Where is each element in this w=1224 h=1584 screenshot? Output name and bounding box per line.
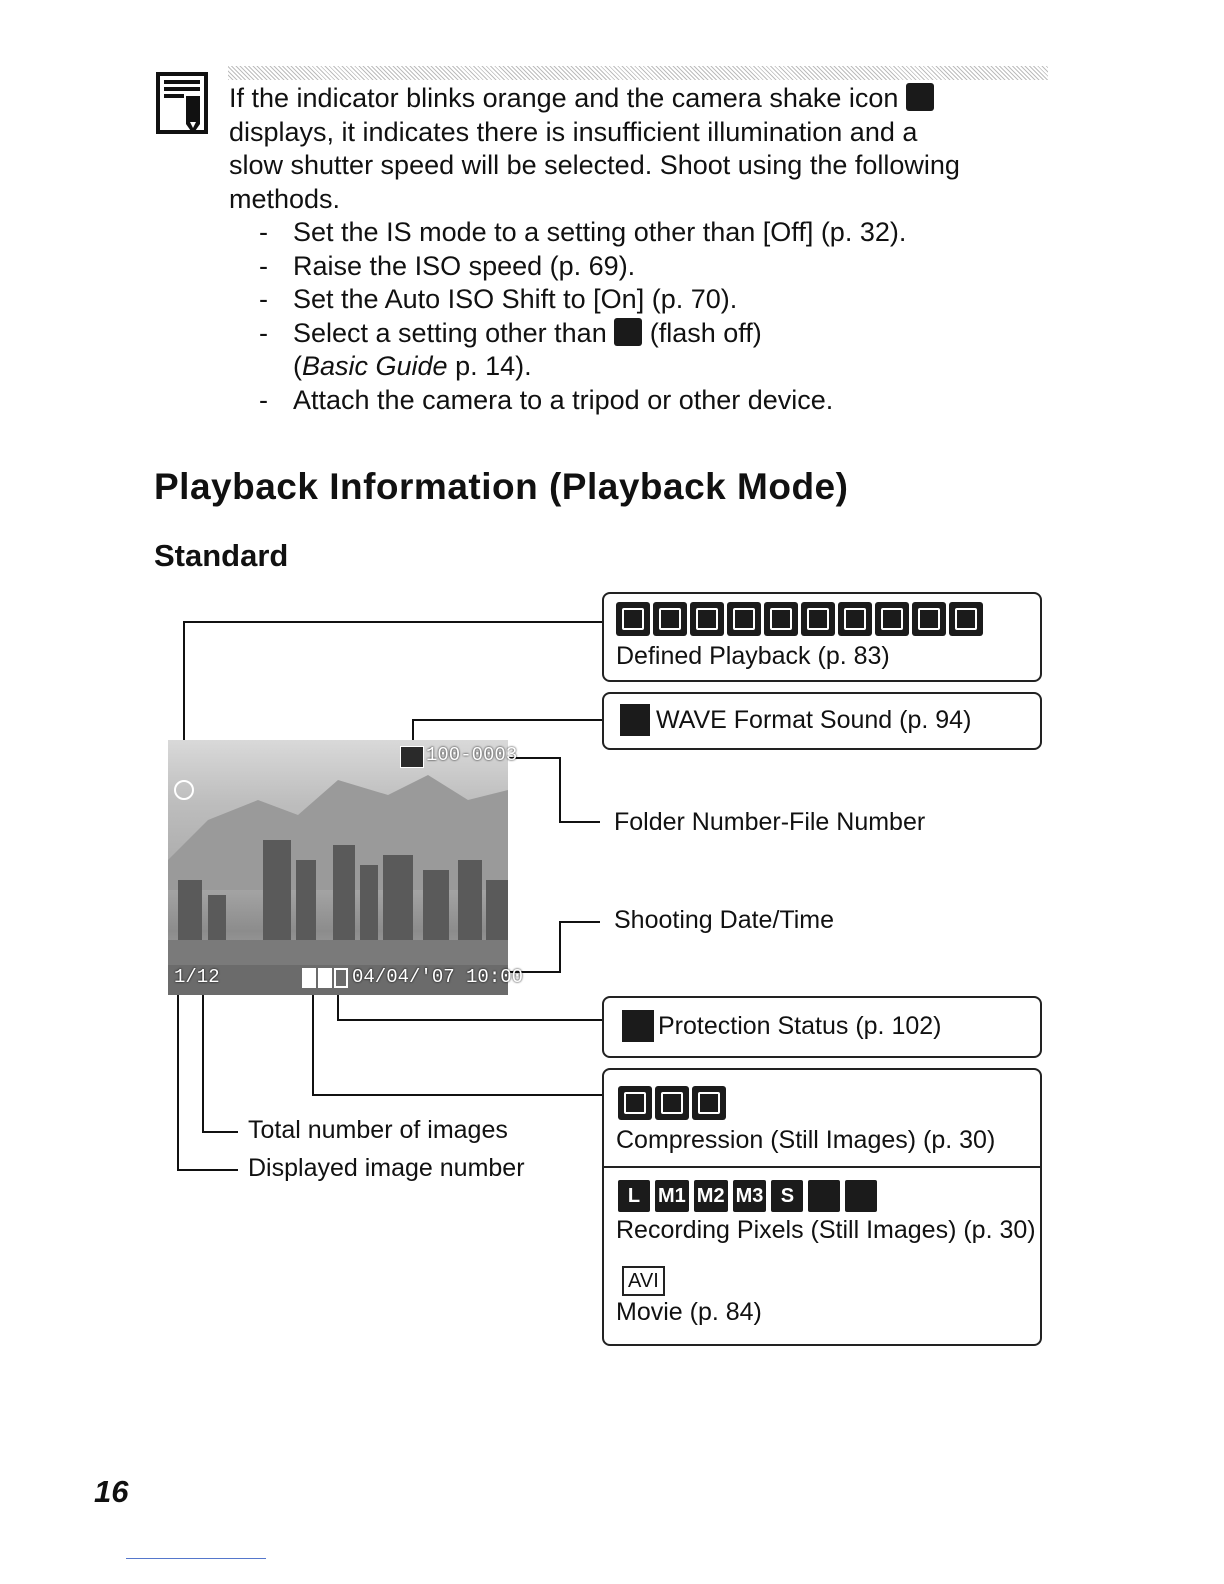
category-icon	[801, 602, 835, 636]
defined-playback-icon	[174, 780, 194, 800]
category-icon	[653, 602, 687, 636]
compression-icons	[618, 1086, 729, 1120]
note-line: If the indicator blinks orange and the camera shake icon	[229, 83, 899, 113]
note-line: slow shutter speed will be selected. Shoot using the following	[229, 150, 960, 180]
defined-playback-box	[602, 592, 1042, 682]
shooting-datetime-label: Shooting Date/Time	[614, 906, 835, 934]
note-item: - Raise the ISO speed (p. 69).	[259, 250, 636, 281]
note-line: methods.	[229, 183, 341, 214]
fine-icon	[655, 1086, 689, 1120]
sound-memo-icon	[400, 746, 424, 768]
note-item: - Set the Auto ISO Shift to [On] (p. 70).	[259, 284, 738, 314]
pixels-M3-icon: M3	[733, 1180, 767, 1212]
shooting-date-time: 04/04/'07 10:00	[352, 966, 524, 988]
folder-file-label: Folder Number-File Number	[614, 808, 926, 836]
category-icon	[764, 602, 798, 636]
city-skyline-photo	[168, 740, 508, 995]
box-divider	[604, 1166, 1040, 1168]
pixels-M1-icon: M1	[655, 1180, 689, 1212]
movie-label: Movie (p. 84)	[616, 1298, 762, 1326]
protection-box	[602, 996, 1042, 1058]
camera-screen-image	[168, 740, 524, 995]
compression-icon	[302, 968, 316, 988]
pixels-M2-icon: M2	[694, 1180, 728, 1212]
total-images-label: Total number of images	[248, 1116, 508, 1144]
file-number: 100-0003	[426, 744, 518, 766]
footer-rule	[126, 1558, 266, 1559]
note-item: - Attach the camera to a tripod or other device.	[259, 384, 834, 415]
category-icon	[875, 602, 909, 636]
page-number: 16	[94, 1474, 129, 1509]
postcard-icon	[808, 1180, 840, 1212]
key-icon	[622, 1010, 654, 1042]
wave-sound-box	[602, 692, 1042, 750]
pixels-S-icon: S	[771, 1180, 803, 1212]
category-icon	[949, 602, 983, 636]
image-quality-box	[602, 1068, 1042, 1346]
superfine-icon	[618, 1086, 652, 1120]
note-item: - Select a setting other than (flash off) (Basic Guide p. 14).	[259, 317, 762, 381]
wave-sound-label: WAVE Format Sound (p. 94)	[656, 706, 972, 734]
defined-playback-label: Defined Playback (p. 83)	[616, 642, 890, 670]
compression-label: Compression (Still Images) (p. 30)	[616, 1126, 996, 1154]
avi-icon: AVI	[622, 1266, 665, 1296]
category-icon	[690, 602, 724, 636]
category-icon	[616, 602, 650, 636]
category-icon	[912, 602, 946, 636]
note-item: - Set the IS mode to a setting other than [Off] (p. 32).	[259, 217, 907, 247]
normal-icon	[692, 1086, 726, 1120]
protection-icon	[334, 968, 348, 988]
section-title: Playback Information (Playback Mode)	[154, 466, 849, 507]
category-icon	[727, 602, 761, 636]
displayed-number-label: Displayed image number	[248, 1154, 525, 1182]
image-counter: 1/12	[174, 966, 220, 988]
subsection-title: Standard	[154, 538, 289, 573]
pixels-L-icon: L	[618, 1180, 650, 1212]
category-icon	[838, 602, 872, 636]
sound-note-icon	[620, 704, 650, 736]
recording-pixel-icons	[618, 1180, 882, 1212]
widescreen-icon	[845, 1180, 877, 1212]
recording-pixels-icon	[318, 968, 332, 988]
protection-label: Protection Status (p. 102)	[658, 1012, 942, 1040]
recording-pixels-label: Recording Pixels (Still Images) (p. 30)	[616, 1216, 1036, 1244]
category-icons	[616, 602, 986, 636]
note-line: displays, it indicates there is insufficient illumination and a	[229, 116, 918, 147]
